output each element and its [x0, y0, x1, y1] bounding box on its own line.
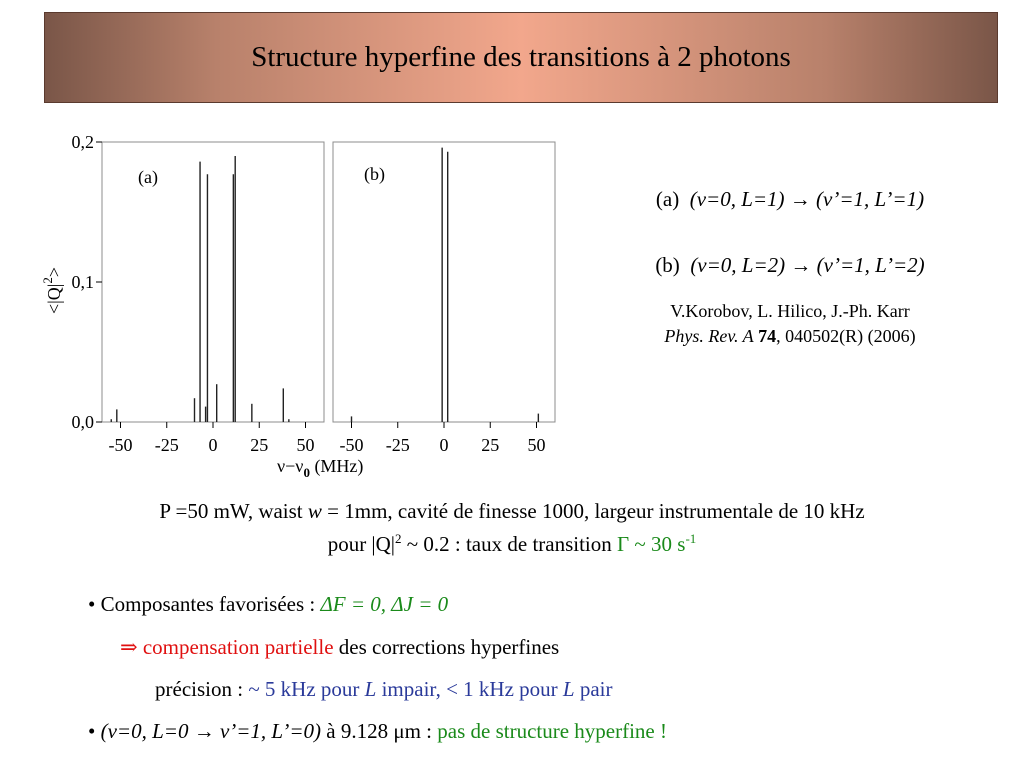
x-tick-label: 25 [250, 435, 269, 455]
x-tick-label: -25 [154, 435, 179, 455]
panel-a-frame [102, 142, 324, 422]
transition-b: (b) (v=0, L=2) → (v’=1, L’=2) [655, 253, 925, 277]
x-tick-label: 0 [439, 435, 449, 455]
citation: V.Korobov, L. Hilico, J.-Ph. Karr Phys. Rev. A 74, 040502(R) (2006) [664, 301, 916, 346]
experiment-parameters [20, 495, 1004, 561]
transition-a: (a) (v=0, L=1) → (v’=1, L’=1) [655, 187, 925, 211]
x-tick-label: 50 [527, 435, 546, 455]
x-tick-label: 25 [481, 435, 500, 455]
y-tick-label: 0,2 [71, 132, 94, 152]
x-tick-label: -25 [385, 435, 410, 455]
params-line-2: pour $|Q|^2$ ~ 0.2 : taux de transition Γ ~ 30 $s^{-1}$ [327, 531, 697, 556]
y-axis-label: $<|Q|^2>$ [40, 266, 64, 314]
x-axis-label: $\nu-\nu_0$ (MHz) [277, 456, 364, 480]
x-tick-label: 50 [296, 435, 315, 455]
panel-b-label: (b) [364, 164, 385, 184]
params-line-1: P =50 mW, waist w = 1mm, cavité de finesse 1000, largeur instrumentale de 10 kHz [159, 499, 865, 523]
bullet-precision: précision : ~ 5 kHz pour L impair, < 1 kHz pour L pair [155, 677, 613, 701]
page-title: Structure hyperfine des transitions à 2 photons [251, 41, 791, 73]
bullet-favored-components: • Composantes favorisées : ΔF = 0, ΔJ = 0 [88, 592, 449, 616]
panel-b-frame [333, 142, 555, 422]
y-tick-label: 0,0 [71, 412, 94, 432]
reference-block [580, 185, 1000, 349]
bullet-no-hyperfine: • (v=0, L=0 → v’=1, L’=0) à 9.128 μm : pas de structure hyperfine ! [88, 719, 667, 743]
bullet-partial-compensation: ⇒ compensation partielle des corrections hyperfines [120, 635, 560, 659]
x-tick-label: -50 [108, 435, 133, 455]
panel-a-label: (a) [138, 167, 158, 187]
x-tick-label: 0 [208, 435, 218, 455]
x-tick-label: -50 [339, 435, 364, 455]
y-tick-label: 0,1 [71, 272, 94, 292]
